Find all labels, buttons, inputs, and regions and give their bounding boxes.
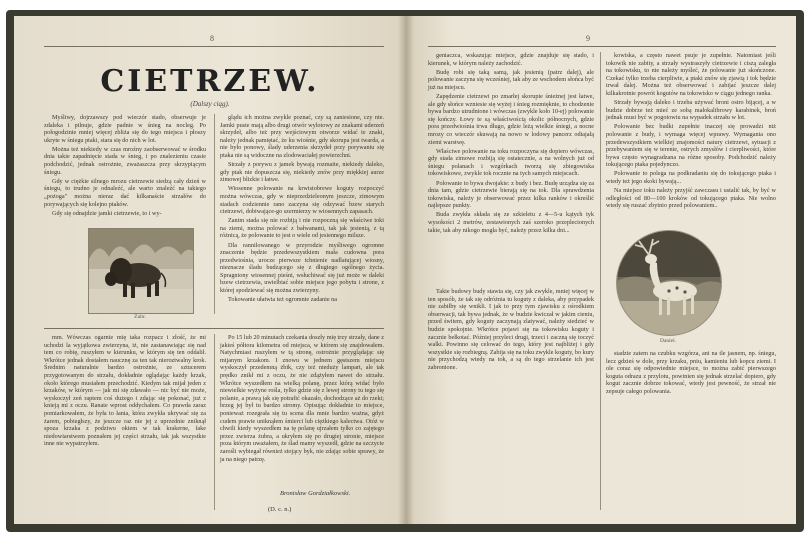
- paragraph: Można też niekiedy w czas mroźny zaobserwować w środku dnia takie zapadnięcie stada w śnieg, i po znalezieniu czasie podchodzić, jednak ostrożnie, zważaszcza przy skrzypiącym śniegu.: [44, 145, 206, 176]
- author-signature: Bronisław Gordziałkowski.: [280, 490, 351, 497]
- article-title: CIETRZEW.: [100, 64, 320, 99]
- paragraph: geniaczca, wskazując miejsce, gdzie znajduje się stado, i kierunek, w którym należy zachodzić.: [428, 52, 594, 67]
- paragraph: Gdy się odnajdzie jamki cietrzewie, to i wy-: [52, 209, 162, 217]
- right-page: [406, 16, 796, 524]
- deer-caption: Daniel.: [659, 338, 677, 344]
- paragraph: Polowanie bez budki zupełnie inaczej się prowadzi niż polowanie z budy, i wymaga więcej wprawy. Wymagania ono przedewszystkiem wielkiej znajomości natury cietrzewi, sytuacji z przebywaniem się w terenie, ostrych zmysłów i cierpliwości, które bywa często wynagradzana na różne sposoby. Podchodzić należy tokującego ptaka pojedynczo.: [606, 123, 776, 169]
- bison-caption: Żubr.: [134, 314, 146, 320]
- paragraph: Myśliwy, dojrzawszy pod wieczór stado, obserwuje je zdaleka i pilnuje, gdzie padnie w śnieg na nocleg. Po połogodzinie mniej więcej zbliża się do tego miejsca i płoszy ukryte w śniegu ptaki, stara się do nich w lot.: [44, 114, 206, 144]
- section-rule: [44, 328, 384, 329]
- column-divider: [214, 114, 215, 314]
- paragraph: Po 15 lub 20 minutach czekania doszły mię trzy strzały, dane z jakieś półtora kilometra od miejsca, w którem się znajdowałem. Natychmiast ruszyłem w tą stronę, ostrożnie przyglądając się mijanym krzakom. I znowu w jednem gęstszem miejscu wyskoczył przedemną żbik, czy też nieduży lampart, ale tak prędko znikł mi z oczu, że nie zdążyłem nawet do strzału. Wkrótce wyszedłem na wielką polanę, przez którą widać było niewielkie wyżyne rośla, tylko gdzie się z lewej strony tu tego się polanie, a prawą jak się potrafić okazało, dochodzące aż do rzeki; brzeg jej był tu bardzo stromy. Opisując dokładnie to miejsce, ponieważ rozegrała się tu scena dla mnie bardzo ważna, gdyż cudem prawie uniknąłem śmierci lub ciężkiego kalectwa. Otóż w chwili kiedy wyszedłem na tę polanę ujrzałem tylko co zajętego przez zwierza żubra, a ukryłem się po drugiej stronie, miejsce poza którym uważałem, że ślad mamy wyszedł, gdzie na szczycie zarośli wybiegał również stojący byk, nie zdając sobie sprawy, że ja na niego patrzę.: [220, 334, 384, 463]
- left-col-1-bottom: [44, 334, 206, 510]
- deer-image: [617, 231, 721, 335]
- continued-note: (D. c. n.): [268, 506, 292, 513]
- left-col-2-top: [220, 114, 384, 320]
- article-subtitle: (Dalszy ciąg).: [190, 100, 230, 108]
- paragraph: Dla rannilowanego w przyrodzie myśliwego ogromne znaczenie będzie przedewszystkiem mała cudowna pora przedwiośnia, urocze pierwsze tchnienie nadlatującej wiosny, nieznacze śladu budzącego się z długiego ogólnego życia. Spragniony wiosennej pieśni, wsłuchiwać się już może w daleki bzew cietrzewia, uwielbiać sobie miejsce jego pobytu i strone, z której spodziewać się można zwierzyny.: [220, 241, 384, 295]
- book-gutter: [398, 16, 414, 524]
- right-col-1-top: [428, 52, 594, 284]
- paragraph: Takie budowy budy stawia się, czy jak zwykle, mniej więcej w ten sposób, że tak się odróżnia tu koguty z daleka, aby przypadek nie zabiłby się wnikli. I jak to przy tym zjawisku z ośrodkiem obserwacji, tak bywa jednak, że w budzie kwiczał w jakim cieniu, przed świtem, gdy koguty zaczynają zlatywać, należy siedzieć w budzie spokojnie. Wkrótce pojawi się na tokowisku koguty i zacznie bełkotać. Później przyleci drugi, trzeci i zaczną się toczyć walki. Powinno się celować do tego, który jest najbliżej i gdy wszystkie się rozbiegną. Zabija się na toku zwykle koguty, bo kury nie przychodzą wtedy na tok, a są do tego strzelanie ich jest zabronione.: [428, 288, 594, 371]
- paragraph: mm. Wówczas ogarnie mię taka rozpacz i złość, że mi uchodzi la wyjątkowa zwierzyna, iż, nie zastanawiając się nad tem co robię, ruszyłem w kierunku, w którym się ten oddalił. Wkrótce jednak dostałem naucznę za ten tak nieroztwalny krok. Średnim naturalnie bardzo ostrożnie, ze sztucerem przygotowanym do strzału, dokładnie oglądając każdy krzak, około którego musiałem przechodzić. Kiedym tak mijał jeden z krzaków, w którym — jak mi się zdawało — nic być nie może, wyskoczył zeń raptem coś dużego i zdając się pokonać, już z knieją mi z oczu. Ranate wprost oddychałem. Co prawda zaraz pomiarkowałem, że była to łania, która zwykła ukrywać się za żarem, pobiegłszy, że jeszcze raz nie jej z uprzednie zniknął spoza krzaka z podziwu okiem w tak krakerne, fake niedowiarstwem poznałem jej części strzału, tak jak wszystkie inne nie wypatrzyłem.: [44, 334, 206, 448]
- right-col-2-top: [606, 52, 776, 228]
- paragraph: stadzie zatem na czubku wzgórza, ani na tle jasnem, np. śniegu, lecz gdzieś w dole, przy krzaku, pniu, kamieniu lub kopcu ziemi. I ole coraz się odpowiednie miejsce, to można zabić pierwszego koguta odrazu z przylotu, powinien się jednak strzelać dopiero, gdy kogut zacznie dobrze tokować, wtedy jest pewność, że strzał nie zepsuje całego polowania.: [606, 350, 776, 395]
- left-col-2-bottom: [220, 334, 384, 484]
- paragraph: Tokowanie ułatwia też ogromnie zadanie na: [228, 296, 338, 304]
- paragraph: Buda zwykła składa się ze szkieletu z 4—5-u kątych tyk wysokości 2 metrów, zestawionych zaś szeroko przeplecionych takie, tak aby nikogo mogła być, należy przez kilka dni...: [428, 211, 594, 234]
- left-col-1-top: [44, 114, 206, 226]
- paragraph: Na miejsce toku należy przyjść zawczasu i ustalić tak, by być w odległości od 80—100 kroków od tokującego ptaka. Nie wolno wtedy się ruszać zbytnio przed polowaniem..: [606, 187, 776, 210]
- column-divider: [600, 52, 601, 510]
- paragraph: Strzały bywają daleko i trzeba używać broni ostro bijącej, a w budzie dobrze też mieć ze sobą małokalibrowy karabinek, broń jednak musi być w pogotowiu na wypadek strzału w lot.: [606, 99, 776, 122]
- paragraph: Zapędzenie cietrzewi po zmarłej skorupie śnieżnej jest łatwe, ale gdy słońce wzniesie się wyżej i śnieg rozmięknie, to chodzenie bywa bardzo utrudnione i wówczas (zwykle koło 10-ej) polowanie się kończy. Łowy te są właściwością okolic północnych, gdzie pora przedwiośnia trwa długo, gdzie leżą wielkie śniegi, a nocne mrozy co wieczór skuwają na nowo w lodowy pancerz odtajałą ziemi warstwę.: [428, 92, 594, 146]
- bison-image: [89, 229, 193, 313]
- left-page: [14, 16, 406, 524]
- paragraph: Polowanie to bywa dwojakie: z budy i bez. Budę urządza się za dnia tam, gdzie cietrzewie bierają się na tok. Dla sprawdzenia tokowiska, należy je obserwować przez kilka ranków i określić najlepsze punkty.: [428, 179, 594, 210]
- paragraph: Budę robi się taką samą, jak jesienią (patrz dalej), ale polowanie zaczyna się wcześniej, tak aby ze wschodem słońca być już na miejscu.: [428, 68, 594, 91]
- paragraph: Właściwe polowanie na toku rozpoczyna się dopiero wówczas, gdy stada zimowe rozbiją się ostatecznie, a na wolnych już od śniegu polanach i wzgórkach tworzą się zbiegowiska tokowiskowe, zwykle tok rocznie na tych samych miejscach.: [428, 147, 594, 178]
- deer-medallion: [616, 230, 722, 336]
- column-divider: [214, 334, 215, 510]
- paragraph: Zanim stada się nie rozbiją i nie rozpoczną się właściwe toki na ziemi, można polować z bałwanami, tak jak jesienią, z tą różnicą, że polowanie to jest o wiele od jesiennego milsze.: [220, 217, 384, 240]
- header-rule: [428, 46, 776, 47]
- paragraph: Polowanie to polega na podkradaniu się do tokującego ptaka i wtedy też jego skoki bywają...: [606, 170, 776, 185]
- page-number: 8: [210, 34, 214, 43]
- header-rule: [44, 46, 384, 47]
- paragraph: glądu ich można zwykle poznać, czy są zaniesione, czy nie. Jamki puste mają albo drugi otwór wylotowy ze znakami uderzeń skrzydeł, albo też przy wejściowym otworze widać te znaki, należy jednak pamiętać, że ku wiośnie, gdy skorupa jest twarda, a nie było ponowy, ślady uderzenia skrzydeł przy porywaniu się ptaka nie są widoczne na zlodowaciałej powierzchni.: [220, 114, 384, 159]
- right-col-2-bottom: [606, 350, 776, 510]
- paragraph: Strzały z porywu z jamek bywają rozmaite, niekiedy daleko, gdy ptak nie dopuszcza się, niekiedy znów przy miękkiej aurze zimowej blizkie i łatwe.: [220, 161, 384, 184]
- page-number: 9: [586, 34, 590, 43]
- right-col-1-bottom: [428, 288, 594, 510]
- paragraph: Gdy w ciężkie silnego mrozu cietrzewie siedzą cały dzień w śniegu, to trudno je odnaleźć, ale warto znaleźć na takiego „pożoga" można nieraz dać kilkanaście strzałów do porywających się kolejno ptaków.: [44, 177, 206, 208]
- paragraph: kowiska, a często nawet psuje je zupełnie. Natomiast jeśli tokowik nie zabity, a strzały wystraszyły cietrzewie i ciszą zaległa na tokowisku, to nie należy myśleć, że polowanie już skończone. Czekać tylko trzeba cierpliwie, a ptaki znów się zjawią i tok będzie trwał dalej. Można też obserwować i zabijać jeszcze dalej kilkakrotnie powrót kogutów na tokowisko w ciągu jednego ranka.: [606, 52, 776, 97]
- bison-photo: [88, 228, 194, 314]
- paragraph: Wiosenne polowanie na krwistobrewe koguty rozpoczyć można wówczas, gdy w nieprzedzieleonym jeszcze, zimowym stadach codziennie rano zaczyna się odzywać bzew starych cietrzewi, dobiwające-go szermierzy w wiosennych zapasach.: [220, 185, 384, 216]
